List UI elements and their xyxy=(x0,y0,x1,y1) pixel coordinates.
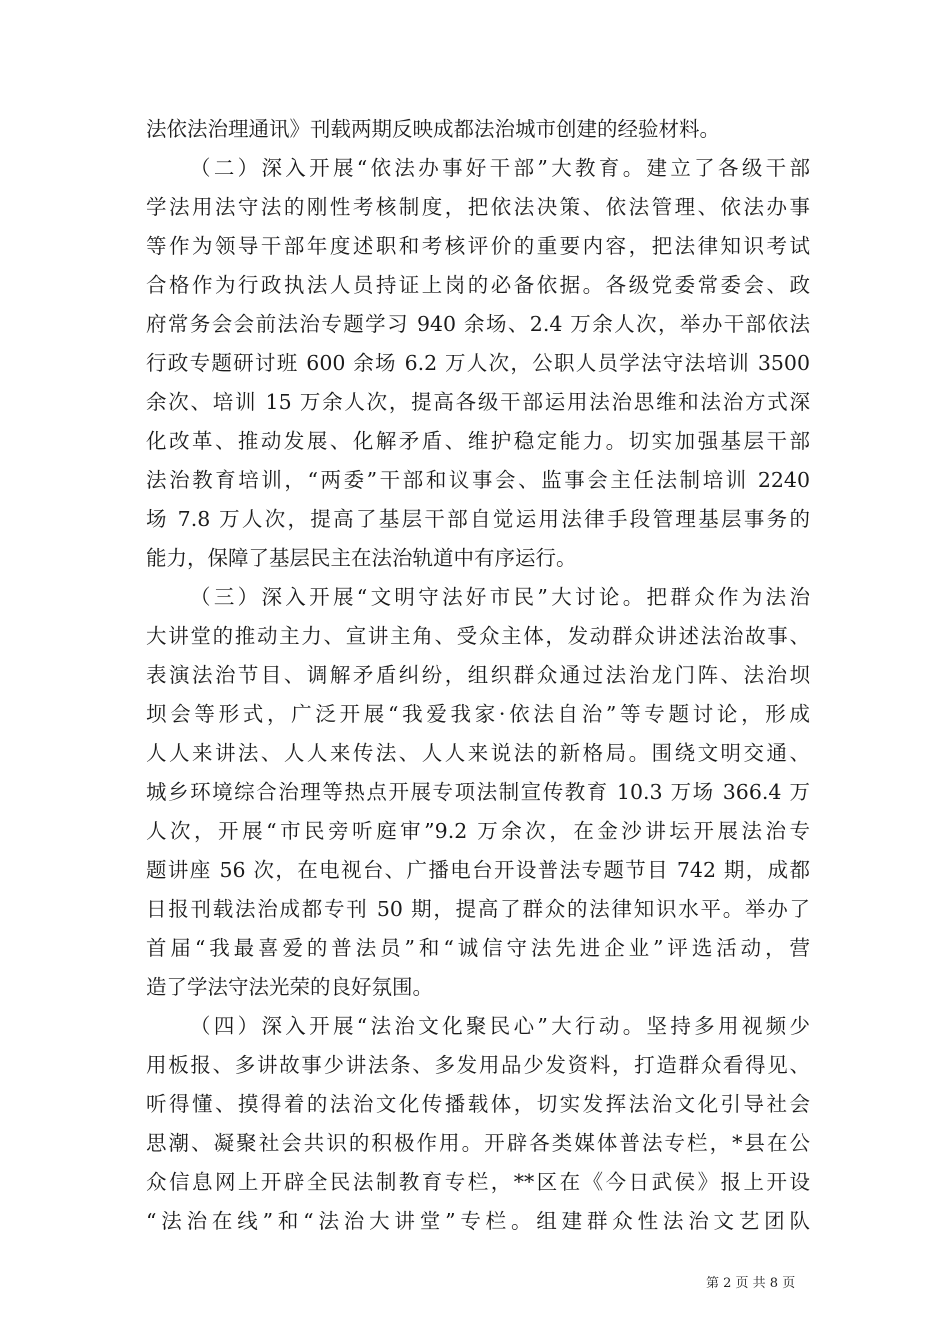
paragraph-heading-line: （三）深入开展“文明守法好市民”大讨论。把群众作为法治 xyxy=(190,585,810,609)
body-line: 能力，保障了基层民主在法治轨道中有序运行。 xyxy=(146,546,577,570)
body-line: 大讲堂的推动主力、宣讲主角、受众主体，发动群众讲述法治故事、 xyxy=(146,624,810,648)
body-line: 表演法治节目、调解矛盾纠纷，组织群众通过法治龙门阵、法治坝 xyxy=(146,663,810,687)
body-line: 日报刊载法治成都专刊 50 期，提高了群众的法律知识水平。举办了 xyxy=(146,897,810,921)
body-line: 府常务会会前法治专题学习 940 余场、2.4 万余人次，举办干部依法 xyxy=(146,312,810,336)
body-line: 学法用法守法的刚性考核制度，把依法决策、依法管理、依法办事 xyxy=(146,195,810,219)
paragraph-heading-line: （四）深入开展“法治文化聚民心”大行动。坚持多用视频少 xyxy=(190,1014,810,1038)
body-line: 人次，开展“市民旁听庭审”9.2 万余次，在金沙讲坛开展法治专 xyxy=(146,819,810,843)
body-line: 首届“我最喜爱的普法员”和“诚信守法先进企业”评选活动，营 xyxy=(146,936,810,960)
document-body xyxy=(146,110,810,1241)
body-line: 场 7.8 万人次，提高了基层干部自觉运用法律手段管理基层事务的 xyxy=(146,507,810,531)
body-line: 人人来讲法、人人来传法、人人来说法的新格局。围绕文明交通、 xyxy=(146,741,810,765)
body-line: 题讲座 56 次，在电视台、广播电台开设普法专题节目 742 期，成都 xyxy=(146,858,810,882)
body-line: 余次、培训 15 万余人次，提高各级干部运用法治思维和法治方式深 xyxy=(146,390,810,414)
body-line: 法治教育培训，“两委”干部和议事会、监事会主任法制培训 2240 xyxy=(146,468,810,492)
body-line: 等作为领导干部年度述职和考核评价的重要内容，把法律知识考试 xyxy=(146,234,810,258)
body-line: 众信息网上开辟全民法制教育专栏，**区在《今日武侯》报上开设 xyxy=(146,1170,810,1194)
body-line: 造了学法守法光荣的良好氛围。 xyxy=(146,975,433,999)
paragraph-heading-line: （二）深入开展“依法办事好干部”大教育。建立了各级干部 xyxy=(190,156,810,180)
body-line: “法治在线”和“法治大讲堂”专栏。组建群众性法治文艺团队 xyxy=(146,1209,810,1233)
body-line: 法依法治理通讯》刊载两期反映成都法治城市创建的经验材料。 xyxy=(146,117,720,141)
body-line: 思潮、凝聚社会共识的积极作用。开辟各类媒体普法专栏，*县在公 xyxy=(146,1131,810,1155)
page-number-footer: 第 2 页 共 8 页 xyxy=(706,1276,796,1291)
body-line: 城乡环境综合治理等热点开展专项法制宣传教育 10.3 万场 366.4 万 xyxy=(146,780,810,804)
body-line: 坝会等形式，广泛开展“我爱我家·依法自治”等专题讨论，形成 xyxy=(146,702,810,726)
body-line: 用板报、多讲故事少讲法条、多发用品少发资料，打造群众看得见、 xyxy=(146,1053,810,1077)
body-line: 听得懂、摸得着的法治文化传播载体，切实发挥法治文化引导社会 xyxy=(146,1092,810,1116)
body-line: 行政专题研讨班 600 余场 6.2 万人次，公职人员学法守法培训 3500 xyxy=(146,351,810,375)
body-line: 合格作为行政执法人员持证上岗的必备依据。各级党委常委会、政 xyxy=(146,273,810,297)
body-line: 化改革、推动发展、化解矛盾、维护稳定能力。切实加强基层干部 xyxy=(146,429,810,453)
